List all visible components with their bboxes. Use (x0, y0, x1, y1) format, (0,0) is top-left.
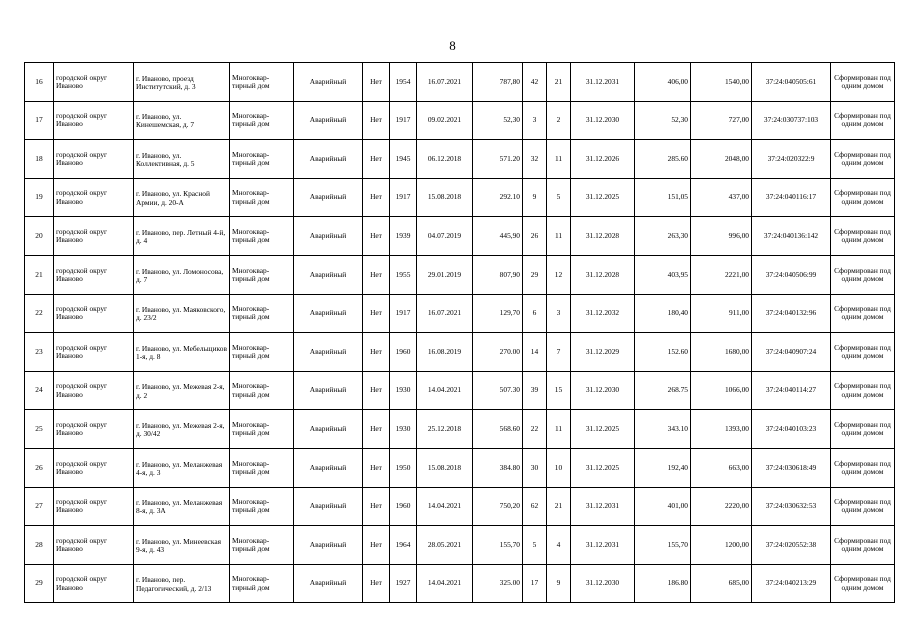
deadline-cell: 31.12.2031 (571, 63, 635, 102)
recognition-date-cell: 14.04.2021 (417, 487, 473, 526)
deadline-cell: 31.12.2030 (571, 101, 635, 140)
building-type-cell: Многоквар-тирный дом (230, 333, 294, 372)
row-number-cell: 18 (25, 140, 54, 179)
land-plot-note-cell: Сформирован под одним домом (831, 333, 895, 372)
land-plot-note-cell: Сформирован под одним домом (831, 217, 895, 256)
status-cell: Аварийный (294, 410, 363, 449)
deadline-cell: 31.12.2029 (571, 333, 635, 372)
flag-cell: Нет (363, 217, 390, 256)
land-plot-note-cell: Сформирован под одним домом (831, 487, 895, 526)
cost-cell: 996,00 (691, 217, 752, 256)
recognition-date-cell: 16.08.2019 (417, 333, 473, 372)
area-cell: 270.00 (473, 333, 523, 372)
municipality-cell: городской округ Иваново (54, 410, 134, 449)
row-number-cell: 28 (25, 526, 54, 565)
address-cell: г. Иваново, ул. Маяковского, д. 23/2 (134, 294, 230, 333)
resettled-area-cell: 403,95 (635, 255, 691, 294)
resettled-area-cell: 180,40 (635, 294, 691, 333)
rooms-cell: 21 (547, 487, 571, 526)
land-plot-note-cell: Сформирован под одним домом (831, 371, 895, 410)
status-cell: Аварийный (294, 371, 363, 410)
rooms-cell: 15 (547, 371, 571, 410)
building-type-cell: Многоквар-тирный дом (230, 178, 294, 217)
resettled-area-cell: 406,00 (635, 63, 691, 102)
area-cell: 571.20 (473, 140, 523, 179)
municipality-cell: городской округ Иваново (54, 564, 134, 603)
recognition-date-cell: 15.08.2018 (417, 178, 473, 217)
land-plot-note-cell: Сформирован под одним домом (831, 526, 895, 565)
cadastral-number-cell: 37:24:040116:17 (752, 178, 831, 217)
recognition-date-cell: 09.02.2021 (417, 101, 473, 140)
resettled-area-cell: 263,30 (635, 217, 691, 256)
row-number-cell: 26 (25, 448, 54, 487)
address-cell: г. Иваново, ул. Меланжевая 4-я, д. 3 (134, 448, 230, 487)
cadastral-number-cell: 37:24:030737:103 (752, 101, 831, 140)
table-row (25, 333, 895, 372)
resettled-area-cell: 152.60 (635, 333, 691, 372)
address-cell: г. Иваново, ул. Межевая 2-я, д. 2 (134, 371, 230, 410)
flag-cell: Нет (363, 294, 390, 333)
land-plot-note-cell: Сформирован под одним домом (831, 63, 895, 102)
table-row (25, 294, 895, 333)
status-cell: Аварийный (294, 140, 363, 179)
area-cell: 129,70 (473, 294, 523, 333)
rooms-cell: 9 (547, 564, 571, 603)
flag-cell: Нет (363, 410, 390, 449)
cost-cell: 2048,00 (691, 140, 752, 179)
cadastral-number-cell: 37:24:020552:38 (752, 526, 831, 565)
municipality-cell: городской округ Иваново (54, 63, 134, 102)
page-number: 8 (449, 38, 456, 53)
cost-cell: 437,00 (691, 178, 752, 217)
resettled-area-cell: 192,40 (635, 448, 691, 487)
address-cell: г. Иваново, ул. Коллективная, д. 5 (134, 140, 230, 179)
municipality-cell: городской округ Иваново (54, 448, 134, 487)
resettled-area-cell: 343.10 (635, 410, 691, 449)
year-cell: 1950 (390, 448, 417, 487)
municipality-cell: городской округ Иваново (54, 101, 134, 140)
row-number-cell: 22 (25, 294, 54, 333)
year-cell: 1917 (390, 101, 417, 140)
flag-cell: Нет (363, 333, 390, 372)
cost-cell: 1066,00 (691, 371, 752, 410)
status-cell: Аварийный (294, 564, 363, 603)
row-number-cell: 23 (25, 333, 54, 372)
address-cell: г. Иваново, ул. Мебельщиков 1-я, д. 8 (134, 333, 230, 372)
row-number-cell: 29 (25, 564, 54, 603)
deadline-cell: 31.12.2030 (571, 371, 635, 410)
area-cell: 807,90 (473, 255, 523, 294)
recognition-date-cell: 25.12.2018 (417, 410, 473, 449)
deadline-cell: 31.12.2031 (571, 487, 635, 526)
land-plot-note-cell: Сформирован под одним домом (831, 410, 895, 449)
residents-cell: 14 (523, 333, 547, 372)
area-cell: 445,90 (473, 217, 523, 256)
resettled-area-cell: 186.80 (635, 564, 691, 603)
cadastral-number-cell: 37:24:030632:53 (752, 487, 831, 526)
building-type-cell: Многоквар-тирный дом (230, 255, 294, 294)
year-cell: 1960 (390, 333, 417, 372)
rooms-cell: 21 (547, 63, 571, 102)
building-type-cell: Многоквар-тирный дом (230, 101, 294, 140)
row-number-cell: 20 (25, 217, 54, 256)
deadline-cell: 31.12.2025 (571, 410, 635, 449)
cadastral-number-cell: 37:24:030618:49 (752, 448, 831, 487)
address-cell: г. Иваново, проезд Институтский, д. 3 (134, 63, 230, 102)
cadastral-number-cell: 37:24:040213:29 (752, 564, 831, 603)
residents-cell: 30 (523, 448, 547, 487)
rooms-cell: 12 (547, 255, 571, 294)
cost-cell: 1393,00 (691, 410, 752, 449)
deadline-cell: 31.12.2028 (571, 217, 635, 256)
address-cell: г. Иваново, пер. Педагогический, д. 2/13 (134, 564, 230, 603)
recognition-date-cell: 29.01.2019 (417, 255, 473, 294)
rooms-cell: 11 (547, 140, 571, 179)
resettled-area-cell: 52,30 (635, 101, 691, 140)
resettled-area-cell: 268.75 (635, 371, 691, 410)
status-cell: Аварийный (294, 101, 363, 140)
area-cell: 507.30 (473, 371, 523, 410)
cadastral-number-cell: 37:24:040136:142 (752, 217, 831, 256)
address-cell: г. Иваново, ул. Красной Армии, д. 20-А (134, 178, 230, 217)
cost-cell: 2220,00 (691, 487, 752, 526)
table-row (25, 217, 895, 256)
residents-cell: 6 (523, 294, 547, 333)
land-plot-note-cell: Сформирован под одним домом (831, 178, 895, 217)
flag-cell: Нет (363, 140, 390, 179)
cost-cell: 911,00 (691, 294, 752, 333)
residents-cell: 39 (523, 371, 547, 410)
deadline-cell: 31.12.2025 (571, 448, 635, 487)
land-plot-note-cell: Сформирован под одним домом (831, 564, 895, 603)
cadastral-number-cell: 37:24:040103:23 (752, 410, 831, 449)
residents-cell: 32 (523, 140, 547, 179)
status-cell: Аварийный (294, 63, 363, 102)
cadastral-number-cell: 37:24:040114:27 (752, 371, 831, 410)
address-cell: г. Иваново, ул. Кинешемская, д. 7 (134, 101, 230, 140)
municipality-cell: городской округ Иваново (54, 487, 134, 526)
municipality-cell: городской округ Иваново (54, 371, 134, 410)
flag-cell: Нет (363, 101, 390, 140)
resettled-area-cell: 151,05 (635, 178, 691, 217)
cost-cell: 727,00 (691, 101, 752, 140)
deadline-cell: 31.12.2031 (571, 526, 635, 565)
rooms-cell: 11 (547, 410, 571, 449)
cost-cell: 1200,00 (691, 526, 752, 565)
recognition-date-cell: 16.07.2021 (417, 63, 473, 102)
year-cell: 1954 (390, 63, 417, 102)
rooms-cell: 3 (547, 294, 571, 333)
recognition-date-cell: 14.04.2021 (417, 564, 473, 603)
year-cell: 1960 (390, 487, 417, 526)
deadline-cell: 31.12.2028 (571, 255, 635, 294)
recognition-date-cell: 16.07.2021 (417, 294, 473, 333)
municipality-cell: городской округ Иваново (54, 217, 134, 256)
residents-cell: 9 (523, 178, 547, 217)
status-cell: Аварийный (294, 178, 363, 217)
recognition-date-cell: 28.05.2021 (417, 526, 473, 565)
recognition-date-cell: 04.07.2019 (417, 217, 473, 256)
address-cell: г. Иваново, ул. Минеевская 9-я, д. 43 (134, 526, 230, 565)
resettled-area-cell: 155,70 (635, 526, 691, 565)
recognition-date-cell: 14.04.2021 (417, 371, 473, 410)
residents-cell: 29 (523, 255, 547, 294)
address-cell: г. Иваново, ул. Меланжевая 8-я, д. 3А (134, 487, 230, 526)
row-number-cell: 17 (25, 101, 54, 140)
municipality-cell: городской округ Иваново (54, 255, 134, 294)
housing-register-table (24, 62, 895, 603)
row-number-cell: 19 (25, 178, 54, 217)
building-type-cell: Многоквар-тирный дом (230, 294, 294, 333)
table-row (25, 410, 895, 449)
address-cell: г. Иваново, ул. Ломоносова, д. 7 (134, 255, 230, 294)
municipality-cell: городской округ Иваново (54, 333, 134, 372)
address-cell: г. Иваново, пер. Летный 4-й, д. 4 (134, 217, 230, 256)
flag-cell: Нет (363, 371, 390, 410)
year-cell: 1930 (390, 410, 417, 449)
building-type-cell: Многоквар-тирный дом (230, 371, 294, 410)
flag-cell: Нет (363, 255, 390, 294)
rooms-cell: 4 (547, 526, 571, 565)
year-cell: 1927 (390, 564, 417, 603)
cost-cell: 1540,00 (691, 63, 752, 102)
area-cell: 568.60 (473, 410, 523, 449)
flag-cell: Нет (363, 178, 390, 217)
row-number-cell: 16 (25, 63, 54, 102)
recognition-date-cell: 15.08.2018 (417, 448, 473, 487)
resettled-area-cell: 401,00 (635, 487, 691, 526)
building-type-cell: Многоквар-тирный дом (230, 448, 294, 487)
status-cell: Аварийный (294, 487, 363, 526)
cadastral-number-cell: 37:24:040505:61 (752, 63, 831, 102)
cost-cell: 685,00 (691, 564, 752, 603)
cost-cell: 1680,00 (691, 333, 752, 372)
year-cell: 1945 (390, 140, 417, 179)
year-cell: 1964 (390, 526, 417, 565)
deadline-cell: 31.12.2030 (571, 564, 635, 603)
cadastral-number-cell: 37:24:020322:9 (752, 140, 831, 179)
municipality-cell: городской округ Иваново (54, 140, 134, 179)
year-cell: 1939 (390, 217, 417, 256)
table-row (25, 101, 895, 140)
building-type-cell: Многоквар-тирный дом (230, 140, 294, 179)
deadline-cell: 31.12.2025 (571, 178, 635, 217)
table-row (25, 487, 895, 526)
rooms-cell: 10 (547, 448, 571, 487)
status-cell: Аварийный (294, 448, 363, 487)
land-plot-note-cell: Сформирован под одним домом (831, 101, 895, 140)
year-cell: 1917 (390, 178, 417, 217)
deadline-cell: 31.12.2032 (571, 294, 635, 333)
land-plot-note-cell: Сформирован под одним домом (831, 140, 895, 179)
row-number-cell: 24 (25, 371, 54, 410)
table-row (25, 140, 895, 179)
area-cell: 155,70 (473, 526, 523, 565)
rooms-cell: 7 (547, 333, 571, 372)
row-number-cell: 27 (25, 487, 54, 526)
building-type-cell: Многоквар-тирный дом (230, 217, 294, 256)
building-type-cell: Многоквар-тирный дом (230, 564, 294, 603)
flag-cell: Нет (363, 526, 390, 565)
rooms-cell: 2 (547, 101, 571, 140)
table-row (25, 255, 895, 294)
municipality-cell: городской округ Иваново (54, 526, 134, 565)
residents-cell: 17 (523, 564, 547, 603)
table-row (25, 371, 895, 410)
status-cell: Аварийный (294, 333, 363, 372)
year-cell: 1930 (390, 371, 417, 410)
building-type-cell: Многоквар-тирный дом (230, 410, 294, 449)
status-cell: Аварийный (294, 526, 363, 565)
cadastral-number-cell: 37:24:040907:24 (752, 333, 831, 372)
residents-cell: 62 (523, 487, 547, 526)
cadastral-number-cell: 37:24:040132:96 (752, 294, 831, 333)
land-plot-note-cell: Сформирован под одним домом (831, 294, 895, 333)
rooms-cell: 5 (547, 178, 571, 217)
area-cell: 292.10 (473, 178, 523, 217)
table-row (25, 63, 895, 102)
cost-cell: 2221,00 (691, 255, 752, 294)
rooms-cell: 11 (547, 217, 571, 256)
recognition-date-cell: 06.12.2018 (417, 140, 473, 179)
table-row (25, 178, 895, 217)
year-cell: 1917 (390, 294, 417, 333)
land-plot-note-cell: Сформирован под одним домом (831, 448, 895, 487)
building-type-cell: Многоквар-тирный дом (230, 526, 294, 565)
area-cell: 787,80 (473, 63, 523, 102)
building-type-cell: Многоквар-тирный дом (230, 487, 294, 526)
residents-cell: 5 (523, 526, 547, 565)
municipality-cell: городской округ Иваново (54, 294, 134, 333)
residents-cell: 42 (523, 63, 547, 102)
status-cell: Аварийный (294, 255, 363, 294)
cadastral-number-cell: 37:24:040506:99 (752, 255, 831, 294)
row-number-cell: 25 (25, 410, 54, 449)
status-cell: Аварийный (294, 294, 363, 333)
area-cell: 750,20 (473, 487, 523, 526)
flag-cell: Нет (363, 564, 390, 603)
land-plot-note-cell: Сформирован под одним домом (831, 255, 895, 294)
year-cell: 1955 (390, 255, 417, 294)
status-cell: Аварийный (294, 217, 363, 256)
residents-cell: 3 (523, 101, 547, 140)
cost-cell: 663,00 (691, 448, 752, 487)
deadline-cell: 31.12.2026 (571, 140, 635, 179)
table-row (25, 564, 895, 603)
area-cell: 325.00 (473, 564, 523, 603)
flag-cell: Нет (363, 63, 390, 102)
table-row (25, 448, 895, 487)
table-row (25, 526, 895, 565)
area-cell: 384.80 (473, 448, 523, 487)
municipality-cell: городской округ Иваново (54, 178, 134, 217)
resettled-area-cell: 285.60 (635, 140, 691, 179)
address-cell: г. Иваново, ул. Межевая 2-я, д. 30/42 (134, 410, 230, 449)
row-number-cell: 21 (25, 255, 54, 294)
residents-cell: 22 (523, 410, 547, 449)
flag-cell: Нет (363, 448, 390, 487)
flag-cell: Нет (363, 487, 390, 526)
area-cell: 52,30 (473, 101, 523, 140)
residents-cell: 26 (523, 217, 547, 256)
building-type-cell: Многоквар-тирный дом (230, 63, 294, 102)
